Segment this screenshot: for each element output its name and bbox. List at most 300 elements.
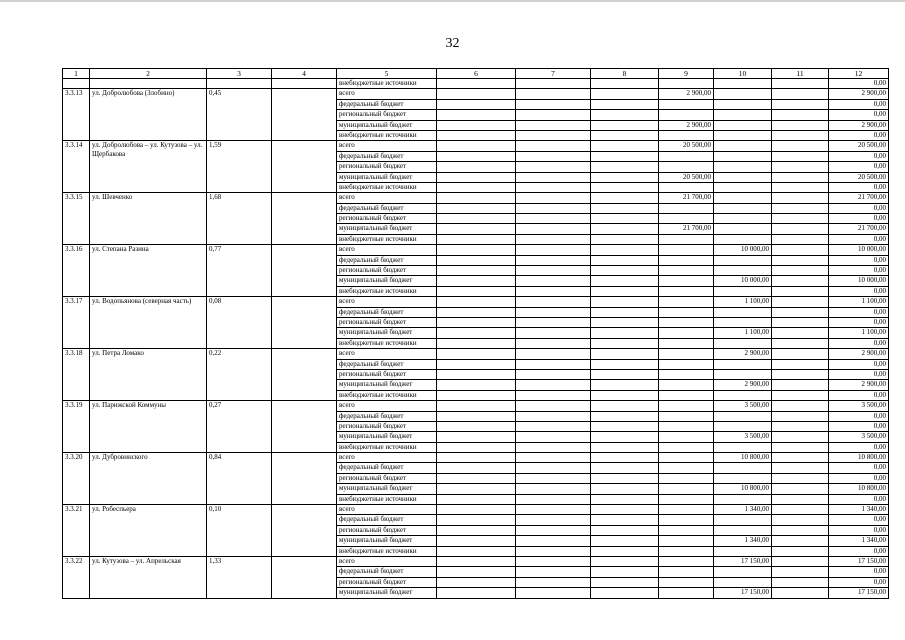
- value-cell-col-6: [437, 401, 516, 411]
- table-header-row: [63, 69, 889, 79]
- source-cell: муниципальный бюджет: [337, 120, 437, 130]
- table-cell: [90, 79, 207, 89]
- value-cell-col-7: [516, 515, 591, 525]
- value-cell-col-6: [437, 317, 516, 327]
- total-cell: 0,00: [829, 266, 889, 276]
- value-cell-col-11: [772, 99, 829, 109]
- total-cell: 10 000,00: [829, 245, 889, 255]
- column-header-6: 6: [437, 69, 516, 79]
- value-cell-col-9: [659, 453, 714, 463]
- value-cell-col-10: [714, 255, 772, 265]
- value-cell-col-10: [714, 234, 772, 244]
- value-cell-col-10: 3 500,00: [714, 432, 772, 442]
- value-cell-col-6: [437, 224, 516, 234]
- value-cell-col-6: [437, 421, 516, 431]
- value-cell-col-9: [659, 411, 714, 421]
- value-cell-col-9: [659, 317, 714, 327]
- value-cell-col-7: [516, 463, 591, 473]
- value-cell-col-9: [659, 525, 714, 535]
- value-cell-col-8: [591, 494, 659, 504]
- value-cell-col-10: [714, 546, 772, 556]
- value-cell-col-8: [591, 172, 659, 182]
- value-cell-col-6: [437, 307, 516, 317]
- value-cell-col-10: [714, 463, 772, 473]
- value-cell-col-6: [437, 182, 516, 192]
- value-cell-col-8: [591, 276, 659, 286]
- value-cell-col-9: [659, 245, 714, 255]
- source-cell: региональный бюджет: [337, 110, 437, 120]
- street-name-cell: ул. Шевченко: [90, 193, 207, 245]
- value-cell-col-6: [437, 484, 516, 494]
- value-cell-col-11: [772, 463, 829, 473]
- value-cell-col-9: [659, 162, 714, 172]
- value-cell-col-7: [516, 182, 591, 192]
- table-row: [63, 505, 889, 515]
- value-cell-col-10: [714, 182, 772, 192]
- column-header-7: 7: [516, 69, 591, 79]
- total-cell: 1 340,00: [829, 505, 889, 515]
- source-cell: региональный бюджет: [337, 266, 437, 276]
- value-cell-col-7: [516, 525, 591, 535]
- value-cell-col-8: [591, 484, 659, 494]
- source-cell: муниципальный бюджет: [337, 276, 437, 286]
- value-cell-col-8: [591, 473, 659, 483]
- value-cell-col-7: [516, 369, 591, 379]
- value-cell-col-6: [437, 297, 516, 307]
- table-cell: [272, 505, 337, 557]
- value-cell-col-7: [516, 484, 591, 494]
- value-cell-col-8: [591, 453, 659, 463]
- value-cell-col-6: [437, 286, 516, 296]
- value-cell-col-8: [591, 359, 659, 369]
- value-cell-col-6: [437, 255, 516, 265]
- value-cell-col-9: [659, 515, 714, 525]
- value-cell-col-9: [659, 234, 714, 244]
- total-cell: 10 800,00: [829, 484, 889, 494]
- value-cell-col-9: [659, 390, 714, 400]
- value-cell-col-11: [772, 286, 829, 296]
- source-cell: федеральный бюджет: [337, 307, 437, 317]
- total-cell: 0,00: [829, 525, 889, 535]
- value-cell-col-8: [591, 390, 659, 400]
- value-cell-col-11: [772, 577, 829, 587]
- value-cell-col-10: 1 100,00: [714, 328, 772, 338]
- source-cell: региональный бюджет: [337, 162, 437, 172]
- value-cell-col-9: 2 900,00: [659, 89, 714, 99]
- value-cell-col-9: 20 500,00: [659, 172, 714, 182]
- length-cell: 1,33: [207, 556, 272, 598]
- source-cell: внебюджетные источники: [337, 442, 437, 452]
- value-cell-col-11: [772, 380, 829, 390]
- value-cell-col-11: [772, 245, 829, 255]
- table-cell: [272, 297, 337, 349]
- value-cell-col-10: [714, 421, 772, 431]
- value-cell-col-10: [714, 214, 772, 224]
- total-cell: 1 340,00: [829, 536, 889, 546]
- value-cell-col-7: [516, 276, 591, 286]
- table-cell: [714, 79, 772, 89]
- value-cell-col-8: [591, 141, 659, 151]
- value-cell-col-8: [591, 89, 659, 99]
- value-cell-col-10: 10 800,00: [714, 484, 772, 494]
- length-cell: 0,22: [207, 349, 272, 401]
- source-cell: федеральный бюджет: [337, 99, 437, 109]
- item-number-cell: 3.3.19: [63, 401, 90, 453]
- value-cell-col-8: [591, 110, 659, 120]
- item-number-cell: 3.3.17: [63, 297, 90, 349]
- value-cell-col-11: [772, 317, 829, 327]
- source-cell: муниципальный бюджет: [337, 588, 437, 598]
- value-cell-col-6: [437, 162, 516, 172]
- source-cell: региональный бюджет: [337, 473, 437, 483]
- value-cell-col-11: [772, 484, 829, 494]
- source-cell: региональный бюджет: [337, 525, 437, 535]
- value-cell-col-7: [516, 349, 591, 359]
- item-number-cell: 3.3.21: [63, 505, 90, 557]
- total-cell: 0,00: [829, 473, 889, 483]
- value-cell-col-9: [659, 349, 714, 359]
- source-cell: всего: [337, 556, 437, 566]
- value-cell-col-9: 21 700,00: [659, 224, 714, 234]
- value-cell-col-11: [772, 421, 829, 431]
- total-cell: 0,00: [829, 411, 889, 421]
- value-cell-col-6: [437, 577, 516, 587]
- total-cell: 21 700,00: [829, 193, 889, 203]
- length-cell: 0,08: [207, 297, 272, 349]
- value-cell-col-8: [591, 234, 659, 244]
- length-cell: 1,59: [207, 141, 272, 193]
- value-cell-col-11: [772, 162, 829, 172]
- value-cell-col-9: [659, 286, 714, 296]
- value-cell-col-9: [659, 276, 714, 286]
- value-cell-col-8: [591, 151, 659, 161]
- value-cell-col-7: [516, 328, 591, 338]
- value-cell-col-6: [437, 369, 516, 379]
- value-cell-col-7: [516, 536, 591, 546]
- column-header-2: 2: [90, 69, 207, 79]
- value-cell-col-10: [714, 473, 772, 483]
- value-cell-col-10: 1 340,00: [714, 536, 772, 546]
- value-cell-col-11: [772, 328, 829, 338]
- value-cell-col-9: 21 700,00: [659, 193, 714, 203]
- table-cell: [272, 141, 337, 193]
- value-cell-col-9: [659, 588, 714, 598]
- value-cell-col-9: [659, 421, 714, 431]
- total-cell: 0,00: [829, 546, 889, 556]
- value-cell-col-6: [437, 567, 516, 577]
- column-header-1: 1: [63, 69, 90, 79]
- value-cell-col-9: [659, 255, 714, 265]
- table-cell: [272, 245, 337, 297]
- value-cell-col-9: [659, 432, 714, 442]
- column-header-12: 12: [829, 69, 889, 79]
- table-row: [63, 141, 889, 151]
- length-cell: 0,10: [207, 505, 272, 557]
- value-cell-col-8: [591, 245, 659, 255]
- table-cell: [772, 79, 829, 89]
- value-cell-col-9: [659, 473, 714, 483]
- value-cell-col-10: [714, 442, 772, 452]
- value-cell-col-6: [437, 141, 516, 151]
- source-cell: всего: [337, 453, 437, 463]
- value-cell-col-10: [714, 515, 772, 525]
- source-cell: муниципальный бюджет: [337, 432, 437, 442]
- table-row: [63, 401, 889, 411]
- total-cell: 0,00: [829, 255, 889, 265]
- total-cell: 3 500,00: [829, 401, 889, 411]
- value-cell-col-7: [516, 297, 591, 307]
- value-cell-col-11: [772, 536, 829, 546]
- value-cell-col-6: [437, 245, 516, 255]
- source-cell: федеральный бюджет: [337, 203, 437, 213]
- value-cell-col-7: [516, 577, 591, 587]
- value-cell-col-11: [772, 359, 829, 369]
- value-cell-col-10: [714, 411, 772, 421]
- value-cell-col-7: [516, 110, 591, 120]
- total-cell: 0,00: [829, 359, 889, 369]
- value-cell-col-8: [591, 130, 659, 140]
- value-cell-col-7: [516, 421, 591, 431]
- value-cell-col-8: [591, 515, 659, 525]
- value-cell-col-6: [437, 110, 516, 120]
- total-cell: 0,00: [829, 99, 889, 109]
- street-name-cell: ул. Кутузова – ул. Апрельская: [90, 556, 207, 598]
- length-cell: 0,77: [207, 245, 272, 297]
- value-cell-col-11: [772, 546, 829, 556]
- value-cell-col-7: [516, 99, 591, 109]
- value-cell-col-8: [591, 214, 659, 224]
- total-cell: 0,00: [829, 515, 889, 525]
- page-number: 32: [445, 36, 460, 51]
- value-cell-col-11: [772, 369, 829, 379]
- total-cell: 1 100,00: [829, 297, 889, 307]
- source-cell: внебюджетные источники: [337, 79, 437, 89]
- value-cell-col-10: [714, 141, 772, 151]
- source-cell: муниципальный бюджет: [337, 328, 437, 338]
- value-cell-col-9: [659, 577, 714, 587]
- source-cell: региональный бюджет: [337, 214, 437, 224]
- value-cell-col-10: [714, 162, 772, 172]
- value-cell-col-8: [591, 411, 659, 421]
- value-cell-col-8: [591, 525, 659, 535]
- item-number-cell: 3.3.16: [63, 245, 90, 297]
- value-cell-col-7: [516, 505, 591, 515]
- value-cell-col-11: [772, 203, 829, 213]
- table-row: [63, 89, 889, 99]
- page-top-edge: [0, 0, 905, 2]
- value-cell-col-8: [591, 266, 659, 276]
- value-cell-col-6: [437, 505, 516, 515]
- total-cell: 0,00: [829, 369, 889, 379]
- table-row: [63, 297, 889, 307]
- table-cell: [272, 89, 337, 141]
- source-cell: муниципальный бюджет: [337, 224, 437, 234]
- value-cell-col-8: [591, 224, 659, 234]
- length-cell: 0,84: [207, 453, 272, 505]
- value-cell-col-10: 10 000,00: [714, 245, 772, 255]
- value-cell-col-8: [591, 588, 659, 598]
- source-cell: муниципальный бюджет: [337, 380, 437, 390]
- value-cell-col-9: [659, 110, 714, 120]
- value-cell-col-11: [772, 214, 829, 224]
- value-cell-col-10: 1 100,00: [714, 297, 772, 307]
- value-cell-col-7: [516, 411, 591, 421]
- length-cell: 1,68: [207, 193, 272, 245]
- item-number-cell: 3.3.18: [63, 349, 90, 401]
- source-cell: внебюджетные источники: [337, 234, 437, 244]
- value-cell-col-10: [714, 525, 772, 535]
- value-cell-col-6: [437, 214, 516, 224]
- value-cell-col-8: [591, 203, 659, 213]
- total-cell: 0,00: [829, 494, 889, 504]
- value-cell-col-11: [772, 255, 829, 265]
- value-cell-col-11: [772, 505, 829, 515]
- value-cell-col-8: [591, 546, 659, 556]
- value-cell-col-11: [772, 432, 829, 442]
- value-cell-col-10: [714, 338, 772, 348]
- value-cell-col-8: [591, 182, 659, 192]
- value-cell-col-6: [437, 411, 516, 421]
- total-cell: 20 500,00: [829, 141, 889, 151]
- value-cell-col-6: [437, 556, 516, 566]
- value-cell-col-8: [591, 328, 659, 338]
- column-header-10: 10: [714, 69, 772, 79]
- value-cell-col-10: [714, 99, 772, 109]
- table-cell: [516, 79, 591, 89]
- total-cell: 0,00: [829, 567, 889, 577]
- value-cell-col-9: [659, 130, 714, 140]
- source-cell: всего: [337, 401, 437, 411]
- table-cell: [272, 79, 337, 89]
- value-cell-col-6: [437, 89, 516, 99]
- value-cell-col-8: [591, 567, 659, 577]
- total-cell: 2 900,00: [829, 120, 889, 130]
- value-cell-col-10: 10 800,00: [714, 453, 772, 463]
- column-header-3: 3: [207, 69, 272, 79]
- value-cell-col-10: [714, 567, 772, 577]
- value-cell-col-6: [437, 328, 516, 338]
- value-cell-col-8: [591, 349, 659, 359]
- value-cell-col-6: [437, 463, 516, 473]
- continuation-row: [63, 79, 889, 89]
- value-cell-col-9: [659, 151, 714, 161]
- value-cell-col-6: [437, 120, 516, 130]
- value-cell-col-9: [659, 546, 714, 556]
- value-cell-col-6: [437, 536, 516, 546]
- value-cell-col-6: [437, 494, 516, 504]
- value-cell-col-10: [714, 224, 772, 234]
- value-cell-col-11: [772, 494, 829, 504]
- value-cell-col-9: [659, 536, 714, 546]
- value-cell-col-6: [437, 193, 516, 203]
- value-cell-col-8: [591, 380, 659, 390]
- value-cell-col-9: 20 500,00: [659, 141, 714, 151]
- value-cell-col-7: [516, 390, 591, 400]
- total-cell: 2 900,00: [829, 89, 889, 99]
- value-cell-col-11: [772, 110, 829, 120]
- total-cell: 17 150,00: [829, 556, 889, 566]
- value-cell-col-6: [437, 266, 516, 276]
- table-row: [63, 349, 889, 359]
- value-cell-col-8: [591, 193, 659, 203]
- value-cell-col-9: 2 900,00: [659, 120, 714, 130]
- item-number-cell: 3.3.20: [63, 453, 90, 505]
- source-cell: региональный бюджет: [337, 421, 437, 431]
- value-cell-col-7: [516, 546, 591, 556]
- column-header-4: 4: [272, 69, 337, 79]
- total-cell: 10 000,00: [829, 276, 889, 286]
- value-cell-col-10: [714, 307, 772, 317]
- value-cell-col-10: [714, 151, 772, 161]
- value-cell-col-6: [437, 453, 516, 463]
- value-cell-col-7: [516, 286, 591, 296]
- item-number-cell: 3.3.22: [63, 556, 90, 598]
- source-cell: внебюджетные источники: [337, 546, 437, 556]
- value-cell-col-7: [516, 141, 591, 151]
- total-cell: 20 500,00: [829, 172, 889, 182]
- table-cell: [659, 79, 714, 89]
- value-cell-col-10: [714, 317, 772, 327]
- street-name-cell: ул. Степана Разина: [90, 245, 207, 297]
- value-cell-col-8: [591, 421, 659, 431]
- value-cell-col-8: [591, 577, 659, 587]
- value-cell-col-6: [437, 546, 516, 556]
- source-cell: федеральный бюджет: [337, 463, 437, 473]
- source-cell: внебюджетные источники: [337, 338, 437, 348]
- value-cell-col-11: [772, 401, 829, 411]
- value-cell-col-8: [591, 99, 659, 109]
- street-name-cell: ул. Дубровинского: [90, 453, 207, 505]
- value-cell-col-11: [772, 120, 829, 130]
- value-cell-col-7: [516, 203, 591, 213]
- source-cell: всего: [337, 193, 437, 203]
- item-number-cell: 3.3.14: [63, 141, 90, 193]
- total-cell: 0,00: [829, 307, 889, 317]
- column-header-11: 11: [772, 69, 829, 79]
- value-cell-col-9: [659, 214, 714, 224]
- total-cell: 0,00: [829, 338, 889, 348]
- value-cell-col-6: [437, 588, 516, 598]
- value-cell-col-11: [772, 588, 829, 598]
- value-cell-col-11: [772, 453, 829, 463]
- value-cell-col-6: [437, 359, 516, 369]
- total-cell: 0,00: [829, 463, 889, 473]
- value-cell-col-7: [516, 255, 591, 265]
- table-cell: [272, 193, 337, 245]
- value-cell-col-11: [772, 130, 829, 140]
- value-cell-col-10: [714, 193, 772, 203]
- total-cell: 2 900,00: [829, 380, 889, 390]
- value-cell-col-10: 2 900,00: [714, 380, 772, 390]
- value-cell-col-10: 17 150,00: [714, 556, 772, 566]
- source-cell: всего: [337, 505, 437, 515]
- value-cell-col-11: [772, 193, 829, 203]
- value-cell-col-7: [516, 556, 591, 566]
- value-cell-col-10: 3 500,00: [714, 401, 772, 411]
- source-cell: федеральный бюджет: [337, 151, 437, 161]
- value-cell-col-11: [772, 182, 829, 192]
- value-cell-col-7: [516, 120, 591, 130]
- source-cell: внебюджетные источники: [337, 390, 437, 400]
- item-number-cell: 3.3.15: [63, 193, 90, 245]
- value-cell-col-7: [516, 151, 591, 161]
- source-cell: региональный бюджет: [337, 577, 437, 587]
- value-cell-col-9: [659, 463, 714, 473]
- value-cell-col-6: [437, 276, 516, 286]
- value-cell-col-6: [437, 172, 516, 182]
- source-cell: региональный бюджет: [337, 369, 437, 379]
- street-name-cell: ул. Робеспьера: [90, 505, 207, 557]
